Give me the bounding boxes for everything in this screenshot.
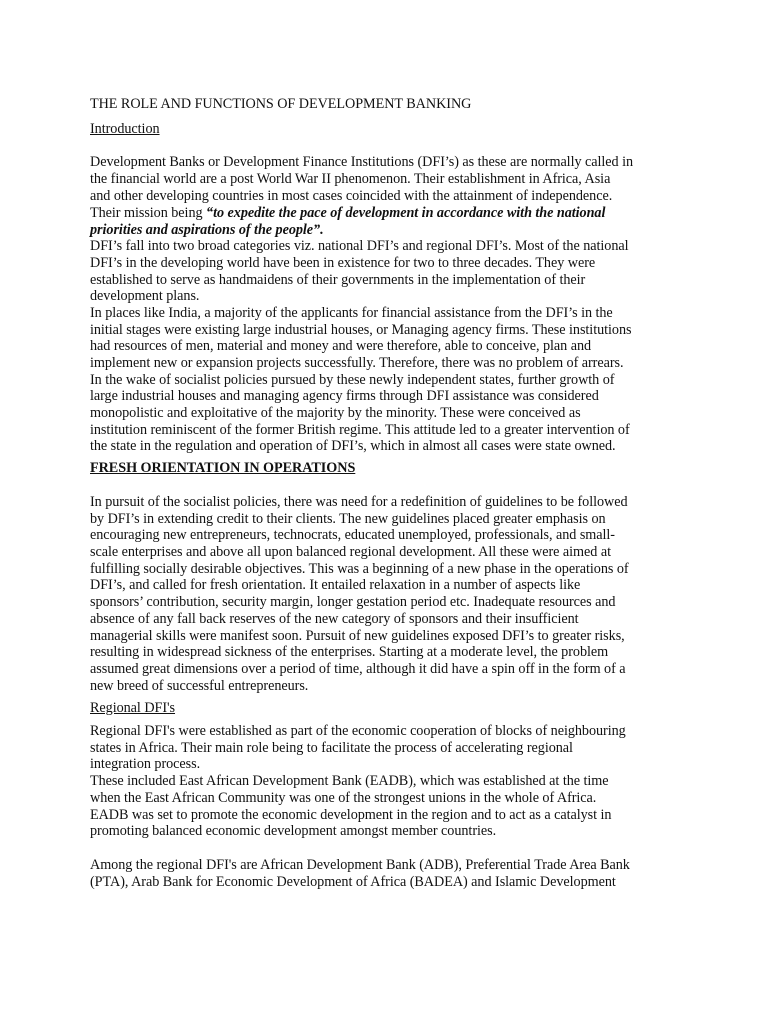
paragraph-line: Development Banks or Development Finance Institutions (DFI’s) as these are normally called in: [90, 154, 634, 170]
fresh-orientation-heading: FRESH ORIENTATION IN OPERATIONS: [90, 460, 356, 476]
paragraph-line: DFI’s, and called for fresh orientation. It entailed relaxation in a number of aspects like: [90, 577, 581, 593]
paragraph-line: DFI’s fall into two broad categories viz. national DFI’s and regional DFI’s. Most of the national: [90, 238, 629, 254]
paragraph-line: development plans.: [90, 288, 200, 304]
regional-dfis-heading: Regional DFI's: [90, 700, 176, 716]
paragraph-line: Regional DFI's were established as part of the economic cooperation of blocks of neighbouring: [90, 723, 626, 739]
paragraph-line: (PTA), Arab Bank for Economic Development of Africa (BADEA) and Islamic Development: [90, 874, 616, 890]
paragraph-line: the state in the regulation and operation of DFI’s, which in almost all cases were state owned.: [90, 438, 616, 454]
paragraph-line: In the wake of socialist policies pursued by these newly independent states, further growth of: [90, 372, 615, 388]
paragraph-line: EADB was set to promote the economic development in the region and to act as a catalyst in: [90, 807, 612, 823]
paragraph-line: In pursuit of the socialist policies, there was need for a redefinition of guidelines to be followed: [90, 494, 628, 510]
paragraph-line: resulting in widespread sickness of the enterprises. Starting at a moderate level, the problem: [90, 644, 609, 660]
paragraph-line: states in Africa. Their main role being to facilitate the process of accelerating regional: [90, 740, 573, 756]
paragraph-line: absence of any fall back reserves of the new category of sponsors and their insufficient: [90, 611, 579, 627]
paragraph-line: initial stages were existing large industrial houses, or Managing agency firms. These institutions: [90, 322, 632, 338]
paragraph-line: These included East African Development Bank (EADB), which was established at the time: [90, 773, 609, 789]
paragraph-line: fulfilling socially desirable objectives. This was a beginning of a new phase in the operations of: [90, 561, 629, 577]
paragraph-line: managerial skills were manifest soon. Pursuit of new guidelines exposed DFI’s to greater risks,: [90, 628, 625, 644]
paragraph-line: institution reminiscent of the former British regime. This attitude led to a greater intervention of: [90, 422, 630, 438]
paragraph-line: sponsors’ contribution, security margin, longer gestation period etc. Inadequate resources and: [90, 594, 616, 610]
paragraph-line: assumed great dimensions over a period of time, although it did have a spin off in the form of a: [90, 661, 626, 677]
paragraph-line: new breed of successful entrepreneurs.: [90, 678, 309, 694]
paragraph-line: DFI’s in the developing world have been in existence for two to three decades. They were: [90, 255, 596, 271]
introduction-heading: Introduction: [90, 121, 160, 137]
paragraph-line: when the East African Community was one of the strongest unions in the whole of Africa.: [90, 790, 597, 806]
paragraph-line: and other developing countries in most cases coincided with the attainment of independence.: [90, 188, 613, 204]
paragraph-line: scale enterprises and above all upon balanced regional development. All these were aimed at: [90, 544, 611, 560]
mission-quote: “to expedite the pace of development in accordance with the national: [206, 205, 606, 221]
paragraph-line: encouraging new entrepreneurs, technocrats, educated unemployed, professionals, and small-: [90, 527, 615, 543]
paragraph-line: promoting balanced economic development amongst member countries.: [90, 823, 497, 839]
paragraph-line: In places like India, a majority of the applicants for financial assistance from the DFI’s in the: [90, 305, 613, 321]
paragraph-line: monopolistic and exploitative of the majority by the minority. These were conceived as: [90, 405, 581, 421]
paragraph-line: the financial world are a post World War II phenomenon. Their establishment in Africa, Asia: [90, 171, 611, 187]
paragraph-line: integration process.: [90, 756, 201, 772]
paragraph-line: implement new or expansion projects successfully. Therefore, there was no problem of arrears.: [90, 355, 624, 371]
mission-quote-continued: priorities and aspirations of the people”.: [90, 222, 324, 238]
paragraph-line: large industrial houses and managing agency firms through DFI assistance was considered: [90, 388, 599, 404]
paragraph-line: [90, 205, 605, 222]
paragraph-line: by DFI’s in extending credit to their clients. The new guidelines placed greater emphasis on: [90, 511, 606, 527]
mission-intro-text: Their mission being: [90, 205, 207, 221]
paragraph-line: had resources of men, material and money and were therefore, able to conceive, plan and: [90, 338, 592, 354]
paragraph-line: Among the regional DFI's are African Development Bank (ADB), Preferential Trade Area Bank: [90, 857, 630, 873]
paragraph-line: established to serve as handmaidens of their governments in the implementation of their: [90, 272, 586, 288]
document-title: THE ROLE AND FUNCTIONS OF DEVELOPMENT BANKING: [90, 96, 472, 112]
